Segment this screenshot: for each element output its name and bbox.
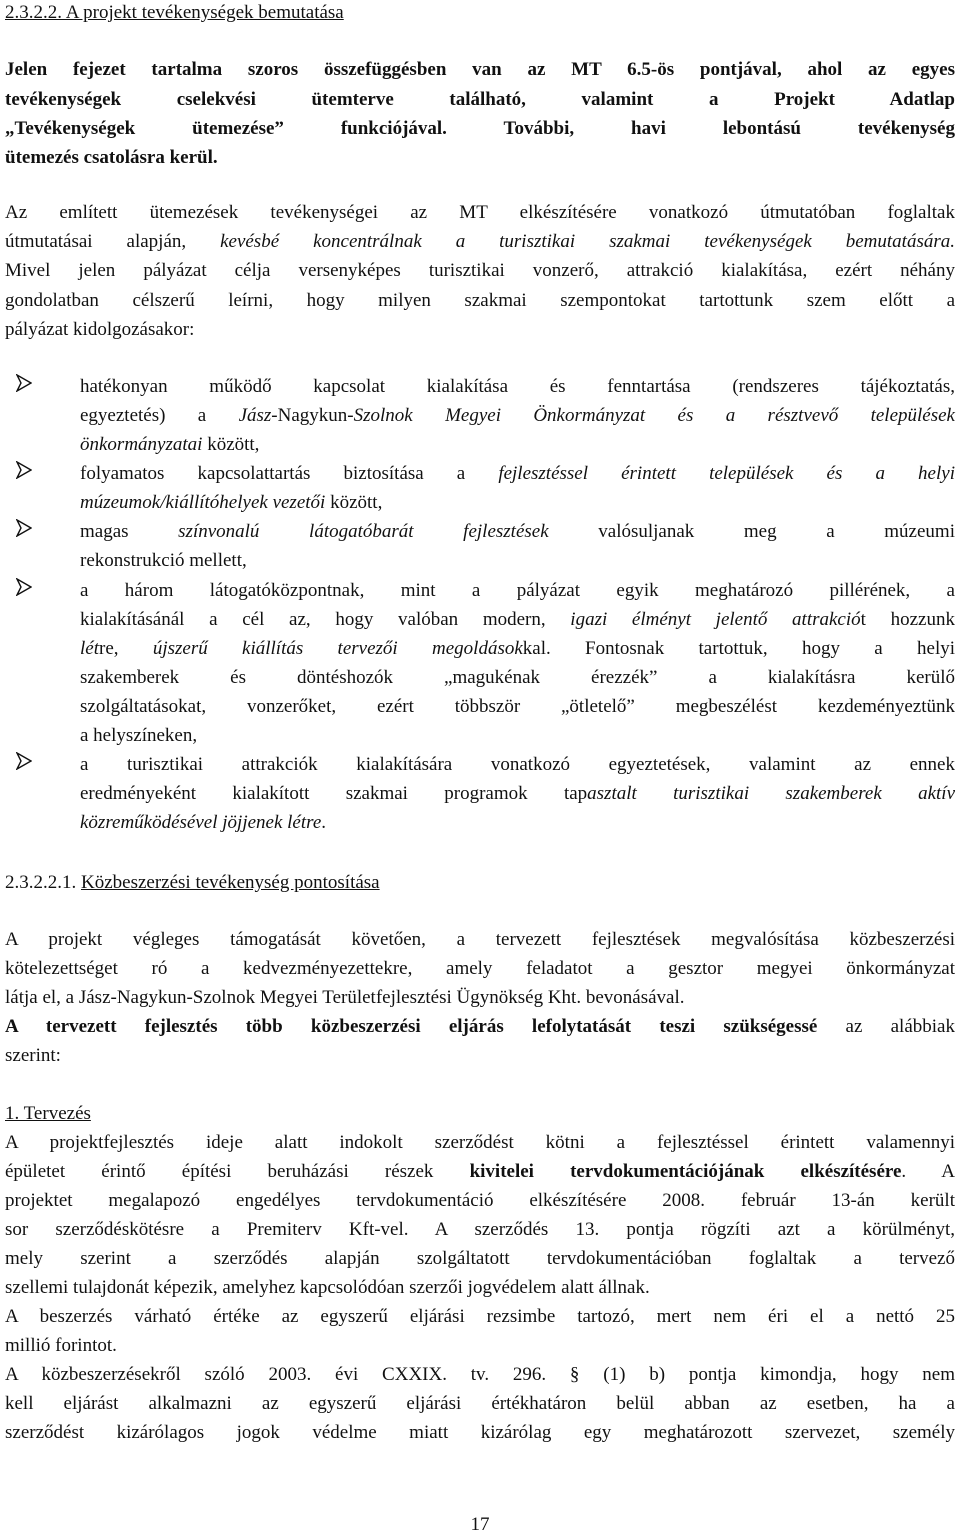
para1-line3: „Tevékenységek ütemezése” funkciójával. További, havi lebontású tevékenység: [5, 118, 955, 139]
para1-line1: Jelen fejezet tartalma szoros összefüggésben van az MT 6.5-ös pontjával, ahol az egyes: [5, 59, 955, 80]
arrowhead-icon: [16, 374, 32, 392]
tervezes-line1: A projektfejlesztés ideje alatt indokolt szerződést kötni a fejlesztéssel érintett valamennyi: [5, 1132, 955, 1153]
bullet4-line3-text1: re,: [99, 638, 153, 659]
bullet5-line2-text: eredményeként kialakított szakmai programok tap: [80, 783, 588, 804]
para2-line3: Mivel jelen pályázat célja versenyképes turisztikai vonzerő, attrakció kialakítása, ezért néhány: [5, 260, 955, 281]
bullet4-line4: szakemberek és döntéshozók „magukénak érezzék” a kialakításra kerülő: [80, 667, 955, 688]
page-number: 17: [470, 1514, 490, 1535]
bullet4-line3-text2: kal. Fontosnak tartottuk, hogy a helyi: [522, 638, 956, 659]
arrowhead-icon: [16, 578, 32, 596]
para2-line2-italic: kevésbé koncentrálnak a turisztikai szakmai tevékenységek bemutatására.: [220, 231, 955, 252]
para1-line4: ütemezés csatolásra kerül.: [5, 147, 218, 168]
tervezes-line2-text: épületet érintő építési beruházási részek: [5, 1161, 470, 1182]
section-heading: 2.3.2.2. A projekt tevékenységek bemutatása: [5, 2, 344, 23]
bullet1-line2-text: egyeztetés) a: [80, 405, 239, 426]
para3-line4-text: az alábbiak: [817, 1016, 955, 1037]
arrowhead-icon: [16, 752, 32, 770]
bullet2-line1-italic: fejlesztéssel érintett települések és a helyi: [498, 463, 955, 484]
bullet5-line2: [80, 781, 955, 807]
bullet1-line2-plain: Nagykun-: [277, 405, 354, 426]
arrowhead-bullet-icon: [16, 578, 46, 604]
subsection-heading: [5, 870, 955, 896]
bullet5-line3-italic: közreműködésével jöjjenek létre: [80, 812, 322, 833]
bullet4-line2: [80, 607, 955, 633]
bullet4-line3-italic1: lét: [80, 638, 99, 659]
subsection-number: 2.3.2.2.1.: [5, 872, 81, 893]
arrowhead-icon: [16, 461, 32, 479]
bullet1-line3: [80, 432, 955, 458]
bullet1-line1: hatékonyan működő kapcsolat kialakítása és fenntartása (rendszeres tájékoztatás,: [80, 376, 955, 397]
bullet2-line2: [80, 490, 955, 516]
tervezes-line2: [5, 1159, 955, 1185]
tervezes-line7: A beszerzés várható értéke az egyszerű eljárási rezsimbe tartozó, mert nem éri el a nettó 25: [5, 1306, 955, 1327]
bullet1-line2-italic2: Szolnok Megyei Önkormányzat és a résztvevő települések: [353, 405, 955, 426]
tervezes-line11: szerződést kizárólagos jogok védelme miatt kizárólag egy meghatározott szervezet, személy: [5, 1422, 955, 1443]
bullet2-line1-text: folyamatos kapcsolattartás biztosítása a: [80, 463, 499, 484]
subsection-title: Közbeszerzési tevékenység pontosítása: [81, 872, 380, 893]
bullet5-line3: [80, 810, 955, 836]
para3-line1: A projekt végleges támogatását követően, a tervezett fejlesztések megvalósítása közbeszerzési: [5, 929, 955, 950]
bullet3-line2: rekonstrukció mellett,: [80, 550, 247, 571]
arrowhead-bullet-icon: [16, 519, 46, 545]
arrowhead-bullet-icon: [16, 752, 46, 778]
para3-line3: látja el, a Jász-Nagykun-Szolnok Megyei Területfejlesztési Ügynökség Kht. bevonásával.: [5, 987, 685, 1008]
tervezes-line9: A közbeszerzésekről szóló 2003. évi CXXIX. tv. 296. § (1) b) pontja kimondja, hogy nem: [5, 1364, 955, 1385]
bullet4-line2-text: kialakításánál a cél az, hogy valóban modern,: [80, 609, 571, 630]
para3-line4-bold: A tervezett fejlesztés több közbeszerzési eljárás lefolytatását teszi szükségessé: [5, 1016, 818, 1037]
tervezes-line8: millió forintot.: [5, 1335, 117, 1356]
arrowhead-icon: [16, 519, 32, 537]
tervezes-line6: szellemi tulajdonát képezik, amelyhez kapcsolódóan szerzői jogvédelem alatt állnak.: [5, 1277, 650, 1298]
bullet3-line1: [80, 519, 955, 545]
para2-line5: pályázat kidolgozásakor:: [5, 319, 195, 340]
para2-line2: [5, 229, 955, 255]
bullet5-line3-text: .: [321, 812, 327, 833]
bullet4-line6: a helyszíneken,: [80, 725, 198, 746]
bullet3-line1-italic: színvonalú látogatóbarát fejlesztések: [178, 521, 549, 542]
tervezes-line2-bold: kivitelei tervdokumentációjának elkészítésére: [469, 1161, 902, 1182]
para3-line4: [5, 1014, 955, 1040]
bullet2-line1: [80, 461, 955, 487]
bullet1-line2-italic1: Jász-: [238, 405, 278, 426]
arrowhead-bullet-icon: [16, 374, 46, 400]
bullet3-line1-end: valósuljanak meg a múzeumi: [548, 521, 955, 542]
para3-line5: szerint:: [5, 1045, 61, 1066]
bullet3-line1-text: magas: [80, 521, 179, 542]
tervezes-line10: kell eljárást alkalmazni az egyszerű eljárási értékhatáron belül abban az esetben, ha a: [5, 1393, 955, 1414]
bullet2-line2-text: között,: [325, 492, 383, 513]
bullet4-line3-italic2: újszerű kiállítás tervezői megoldások: [152, 638, 523, 659]
para3-line2: kötelezettséget ró a kedvezményezettekre, amely feladatot a gesztor megyei önkormányzat: [5, 958, 955, 979]
tervezes-line5: mely szerint a szerződés alapján szolgáltatott tervdokumentációban foglaltak a tervező: [5, 1248, 955, 1269]
arrowhead-bullet-icon: [16, 461, 46, 487]
bullet4-line2-italic: igazi élményt jelentő attrakció: [570, 609, 861, 630]
bullet5-line2-italic: asztalt turisztikai szakemberek aktív: [587, 783, 956, 804]
para1-line2: tevékenységek cselekvési ütemterve található, valamint a Projekt Adatlap: [5, 89, 955, 110]
tervezes-line3: projektet megalapozó engedélyes tervdokumentáció elkészítésére 2008. február 13-án került: [5, 1190, 955, 1211]
tervezes-line4: sor szerződéskötésre a Premiterv Kft-vel. A szerződés 13. pontja rögzíti azt a körülményt,: [5, 1219, 955, 1240]
bullet5-line1: a turisztikai attrakciók kialakítására vonatkozó egyeztetések, valamint az ennek: [80, 754, 955, 775]
bullet1-line3-italic: önkormányzatai: [80, 434, 203, 455]
para2-line1: Az említett ütemezések tevékenységei az MT elkészítésére vonatkozó útmutatóban foglaltak: [5, 202, 955, 223]
bullet4-line1: a három látogatóközpontnak, mint a pályázat egyik meghatározó pillérének, a: [80, 580, 955, 601]
bullet4-line2-end: t hozzunk: [860, 609, 955, 630]
bullet1-line3-text: között,: [202, 434, 260, 455]
bullet4-line5: szolgáltatásokat, vonzerőket, ezért többször „ötletelő” megbeszélést kezdeményeztünk: [80, 696, 955, 717]
tervezes-heading: 1. Tervezés: [5, 1103, 91, 1124]
para2-line4: gondolatban célszerű leírni, hogy milyen szakmai szempontokat tartottunk szem előtt a: [5, 290, 955, 311]
bullet2-line2-italic: múzeumok/kiállítóhelyek vezetői: [80, 492, 326, 513]
bullet1-line2: [80, 403, 955, 429]
tervezes-line2-end: . A: [901, 1161, 955, 1182]
bullet4-line3: [80, 636, 955, 662]
para2-line2-text: útmutatásai alapján,: [5, 231, 221, 252]
